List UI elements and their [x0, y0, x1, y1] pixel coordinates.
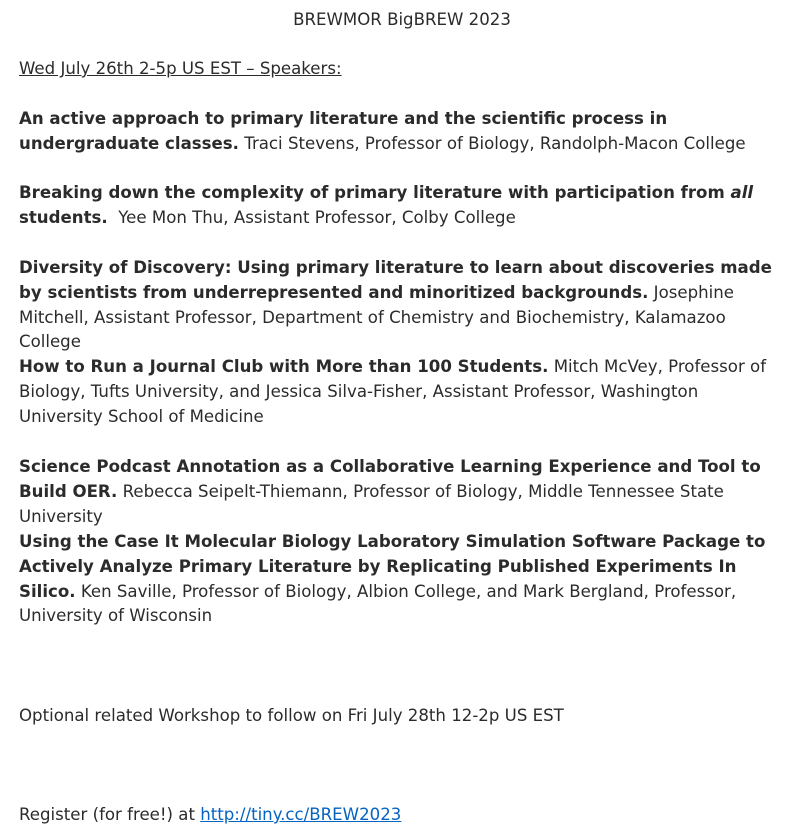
- talk-title-part: Breaking down the complexity of primary literature with participation from: [19, 183, 731, 202]
- register-link[interactable]: http://tiny.cc/BREW2023: [200, 805, 402, 824]
- talk-speakers: Rebecca Seipelt-Thiemann, Professor of Biology, Middle Tennessee State University: [19, 481, 724, 526]
- talk-speakers: Traci Stevens, Professor of Biology, Randolph-Macon College: [244, 133, 746, 153]
- workshop-note: Optional related Workshop to follow on Fri July 28th 12-2p US EST: [19, 706, 564, 725]
- register-prefix: Register (for free!) at: [19, 805, 201, 824]
- talk-speakers: Josephine Mitchell, Assistant Professor, Department of Chemistry and Biochemistry, Kalamazoo College: [19, 282, 734, 352]
- talk-item: [19, 107, 788, 157]
- talk-title: Using the Case It Molecular Biology Laboratory Simulation Software Package to Actively Analyze Primary Literature by Replicating Published Experiments In Silico.: [19, 532, 766, 601]
- register-line: [19, 804, 401, 826]
- talk-title: How to Run a Journal Club with More than 100 Students.: [19, 357, 549, 376]
- talk-title: An active approach to primary literature and the scientific process in undergraduate classes.: [19, 109, 668, 153]
- talk-item: [19, 256, 788, 355]
- talk-title: Diversity of Discovery: Using primary literature to learn about discoveries made by scientists from underrepresented and minoritized backgrounds.: [19, 258, 772, 302]
- talk-title-emphasis: all: [730, 183, 754, 202]
- talk-speakers: Yee Mon Thu, Assistant Professor, Colby College: [118, 207, 516, 227]
- talk-item: [19, 455, 788, 529]
- talk-item: [19, 181, 788, 231]
- date-line: Wed July 26th 2-5p US EST – Speakers:: [19, 59, 342, 78]
- talk-item: [19, 355, 785, 429]
- talk-speakers: Ken Saville, Professor of Biology, Albion College, and Mark Bergland, Professor, University of Wisconsin: [19, 581, 737, 626]
- page-title: BREWMOR BigBREW 2023: [293, 10, 511, 29]
- talk-item: [19, 530, 788, 629]
- talk-title-part: students.: [19, 207, 108, 227]
- talk-title: Science Podcast Annotation as a Collaborative Learning Experience and Tool to Build OER.: [19, 457, 761, 501]
- talk-speakers: Mitch McVey, Professor of Biology, Tufts University, and Jessica Silva-Fisher, Assistant Professor, Washington University School of Medicine: [19, 357, 767, 426]
